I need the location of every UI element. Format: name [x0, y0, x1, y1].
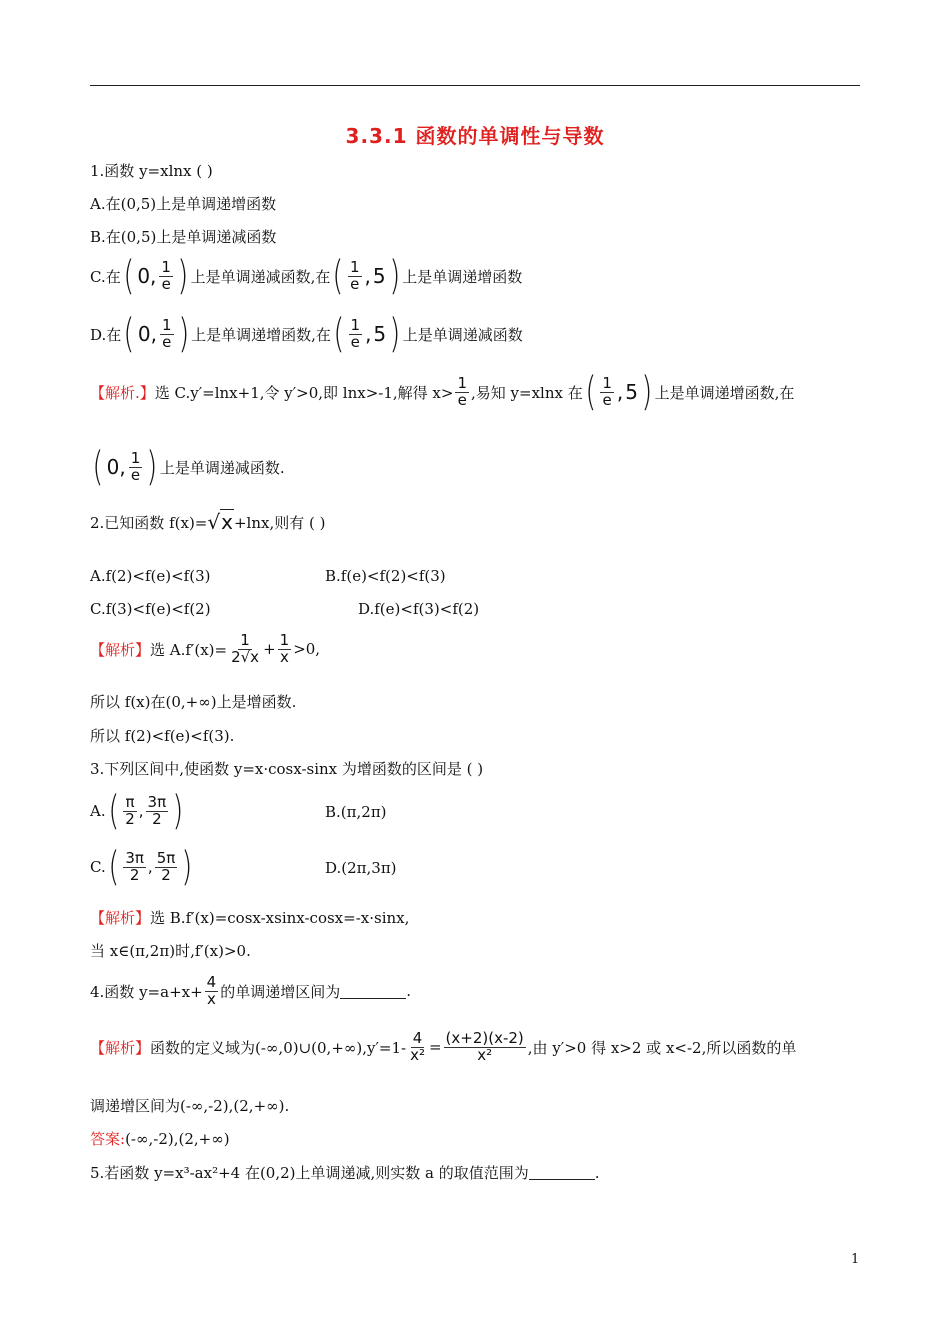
q3-c-pre: C. [90, 858, 106, 876]
fraction-one-over-e [455, 373, 469, 409]
denominator: 2 [161, 865, 171, 884]
fraction-factored [444, 1031, 526, 1064]
q3-a-pre: A. [90, 802, 106, 820]
q4-answer [90, 1128, 230, 1149]
numerator: 1 [279, 631, 290, 649]
q2-option-a-text: A.f(2)<f(e)<f(3) [90, 567, 211, 585]
zero: 0, [137, 322, 157, 346]
q1-c-mid: 上是单调递减函数,在 [190, 267, 331, 286]
q4-sol-2: ,由 y′>0 得 x>2 或 x<-2,所以函数的单 [527, 1038, 797, 1057]
comma: , [147, 858, 153, 876]
q1-sol-4: 上是单调递减函数. [159, 458, 285, 477]
zero: 0, [137, 264, 157, 288]
q4-stem [90, 975, 411, 1008]
fraction-one-over-e [129, 448, 143, 484]
zero: 0, [106, 455, 126, 479]
fraction-one-over-e [348, 257, 362, 293]
q1-d-pre: D.在 [90, 325, 122, 344]
interval-3pi-half-to-5pi-half: ( $\frac{3\pi}{2}$ , $\frac{5\pi}{2}$ ) [108, 844, 193, 890]
fraction-4-over-x [205, 975, 219, 1008]
q1-c-pre: C.在 [90, 267, 121, 286]
fraction-5pi-over-2 [155, 848, 178, 884]
q1-d-mid: 上是单调递增函数,在 [191, 325, 331, 344]
q2-option-a [90, 567, 210, 585]
solution-tag: 【解析】 [90, 640, 151, 659]
q1-option-a [90, 193, 276, 214]
q2-stem [90, 510, 325, 534]
five: 5 [372, 264, 386, 288]
q2-sol-2: >0, [293, 640, 321, 659]
numerator: 4 [412, 1029, 423, 1047]
comma: , [365, 322, 372, 346]
numerator: 1 [349, 257, 360, 276]
q1-option-a-text: A.在(0,5)上是单调递增函数 [90, 195, 277, 213]
q5-stem-text: 5.若函数 y=x³-ax²+4 在(0,2)上单调递减,则实数 a 的取值范围为 [90, 1164, 529, 1182]
denominator: 2√x [231, 647, 260, 666]
q1-sol-2: ,易知 y=xlnx 在 [471, 383, 583, 402]
q3-option-d [325, 859, 397, 877]
q5-stem [90, 1162, 600, 1183]
q4-solution [90, 1031, 796, 1064]
numerator: 1 [161, 257, 171, 276]
fraction-3pi-over-2 [146, 792, 169, 828]
page-number: 1 [851, 1252, 860, 1267]
q4-stem-post: 的单调递增区间为 [220, 982, 341, 1001]
q1-solution-cont [90, 444, 285, 490]
q3-option-b-text: B.(π,2π) [325, 803, 387, 821]
q3-sol-line2 [90, 940, 251, 961]
q2-option-c [90, 600, 211, 618]
five: 5 [625, 380, 638, 404]
q3-option-a [90, 788, 186, 834]
q2-sol-line3-text: 所以 f(2)<f(e)<f(3). [90, 727, 235, 745]
solution-tag: 【解析】 [90, 1038, 151, 1057]
numerator: 3π [125, 848, 144, 867]
answer-blank[interactable] [340, 984, 406, 999]
fraction-pi-over-2 [123, 792, 137, 828]
q1-solution [90, 369, 795, 415]
fraction-one-over-e [600, 373, 614, 409]
q1-option-c [90, 253, 523, 299]
q1-sol-3: 上是单调递增函数,在 [654, 383, 795, 402]
sqrt-x: √x [207, 510, 233, 534]
q5-stem-end: . [594, 1163, 600, 1182]
q1-option-d [90, 311, 523, 357]
q4-sol-line2-text: 调递增区间为(-∞,-2),(2,+∞). [90, 1097, 290, 1115]
q1-option-b-text: B.在(0,5)上是单调递减函数 [90, 228, 277, 246]
fraction-3pi-over-2 [123, 848, 146, 884]
q3-stem-text: 3.下列区间中,使函数 y=x·cosx-sinx 为增函数的区间是 ( ) [90, 760, 484, 778]
q4-answer-text: (-∞,-2),(2,+∞) [125, 1129, 230, 1148]
comma: , [364, 264, 371, 288]
fraction-one-over-e [160, 315, 174, 351]
q1-c-post: 上是单调递增函数 [402, 267, 523, 286]
q2-option-d-text: D.f(e)<f(3)<f(2) [358, 600, 480, 618]
q2-option-b [325, 567, 446, 585]
q4-sol-1: 函数的定义域为(-∞,0)∪(0,+∞),y′=1- [150, 1038, 407, 1057]
interval-inv-e-to-five: ( $\frac{1}{e}$ , 5 ) [333, 311, 401, 357]
denominator: 2 [152, 809, 162, 828]
fraction-one-over-x [278, 633, 292, 666]
q3-sol-line2-text: 当 x∈(π,2π)时,f′(x)>0. [90, 942, 251, 960]
q3-option-d-text: D.(2π,3π) [325, 859, 397, 877]
comma: , [138, 802, 144, 820]
q3-stem [90, 758, 483, 779]
solution-tag: 【解析.】 [90, 383, 155, 402]
numerator: 4 [206, 973, 217, 991]
numerator: 1 [457, 373, 468, 392]
fraction-one-over-e [159, 257, 173, 293]
q2-sol-line2 [90, 691, 296, 712]
page-title: 3.3.1 函数的单调性与导数 [345, 124, 605, 148]
q2-sol-line2-text: 所以 f(x)在(0,+∞)上是增函数. [90, 693, 297, 711]
interval-zero-to-inv-e: ( 0, $\frac{1}{e}$ ) [123, 253, 189, 299]
q3-option-c [90, 844, 195, 890]
numerator: 3π [147, 792, 167, 811]
q4-stem-pre: 4.函数 y=a+x+ [90, 982, 203, 1001]
denominator: 2 [125, 809, 135, 828]
denominator: e [130, 465, 141, 484]
numerator: 1 [161, 315, 172, 334]
q1-stem [90, 160, 213, 181]
numerator: 1 [602, 373, 612, 392]
q2-sol-1: 选 A.f′(x)= [150, 640, 228, 659]
numerator: (x+2)(x-2) [445, 1029, 524, 1047]
numerator: 1 [350, 315, 361, 334]
q3-solution [90, 907, 409, 928]
denominator: 2 [129, 865, 140, 884]
interval-pi-half-to-3pi-half: ( $\frac{\pi}{2}$ , $\frac{3\pi}{2}$ ) [107, 788, 184, 834]
fraction-one-over-two-sqrt-x [229, 633, 261, 666]
q4-sol-line2 [90, 1095, 289, 1116]
header-rule [90, 85, 860, 86]
answer-tag: 答案: [90, 1130, 126, 1148]
q1-sol-1: 选 C.y′=lnx+1,令 y′>0,即 lnx>-1,解得 x> [154, 383, 454, 402]
q1-stem-text: 1.函数 y=xlnx ( ) [90, 162, 213, 180]
denominator: x [279, 647, 289, 666]
fraction-4-over-x-squared [408, 1031, 427, 1064]
denominator: e [457, 390, 467, 409]
solution-tag: 【解析】 [90, 909, 151, 927]
q2-option-c-text: C.f(3)<f(e)<f(2) [90, 600, 211, 618]
denominator: x² [410, 1045, 425, 1064]
numerator: 5π [156, 848, 176, 867]
denominator: e [162, 332, 172, 351]
denominator: e [161, 274, 171, 293]
q2-sol-line3 [90, 725, 234, 746]
denominator: e [350, 274, 360, 293]
q3-option-b [325, 803, 387, 821]
interval-inv-e-to-five: ( $\frac{1}{e}$ , 5 ) [585, 369, 653, 415]
numerator: 1 [240, 631, 250, 649]
numerator: 1 [130, 448, 141, 467]
comma: , [616, 380, 624, 404]
answer-blank[interactable] [529, 1165, 595, 1180]
denominator: e [350, 332, 360, 351]
interval-inv-e-to-five: ( $\frac{1}{e}$ , 5 ) [332, 253, 400, 299]
q2-option-b-text: B.f(e)<f(2)<f(3) [325, 567, 446, 585]
q2-sol-plus: + [263, 640, 276, 659]
q2-stem-post: +lnx,则有 ( ) [233, 513, 326, 532]
q4-stem-end: . [406, 982, 412, 1001]
q1-option-b [90, 226, 276, 247]
q2-option-d [358, 600, 479, 618]
denominator: x [207, 989, 216, 1008]
q3-sol-1: 选 B.f′(x)=cosx-xsinx-cosx=-x·sinx, [150, 909, 410, 927]
numerator: π [125, 792, 135, 811]
five: 5 [373, 322, 387, 346]
interval-zero-to-inv-e: ( 0, $\frac{1}{e}$ ) [123, 311, 189, 357]
q2-solution [90, 633, 320, 666]
radicand: x [221, 510, 233, 534]
denominator: e [602, 390, 612, 409]
q2-stem-pre: 2.已知函数 f(x)= [90, 513, 208, 532]
q1-d-post: 上是单调递减函数 [402, 325, 523, 344]
q4-sol-eq: = [428, 1038, 442, 1057]
fraction-one-over-e [349, 315, 363, 351]
denominator: x² [477, 1045, 493, 1064]
interval-zero-to-inv-e: ( 0, $\frac{1}{e}$ ) [92, 444, 158, 490]
